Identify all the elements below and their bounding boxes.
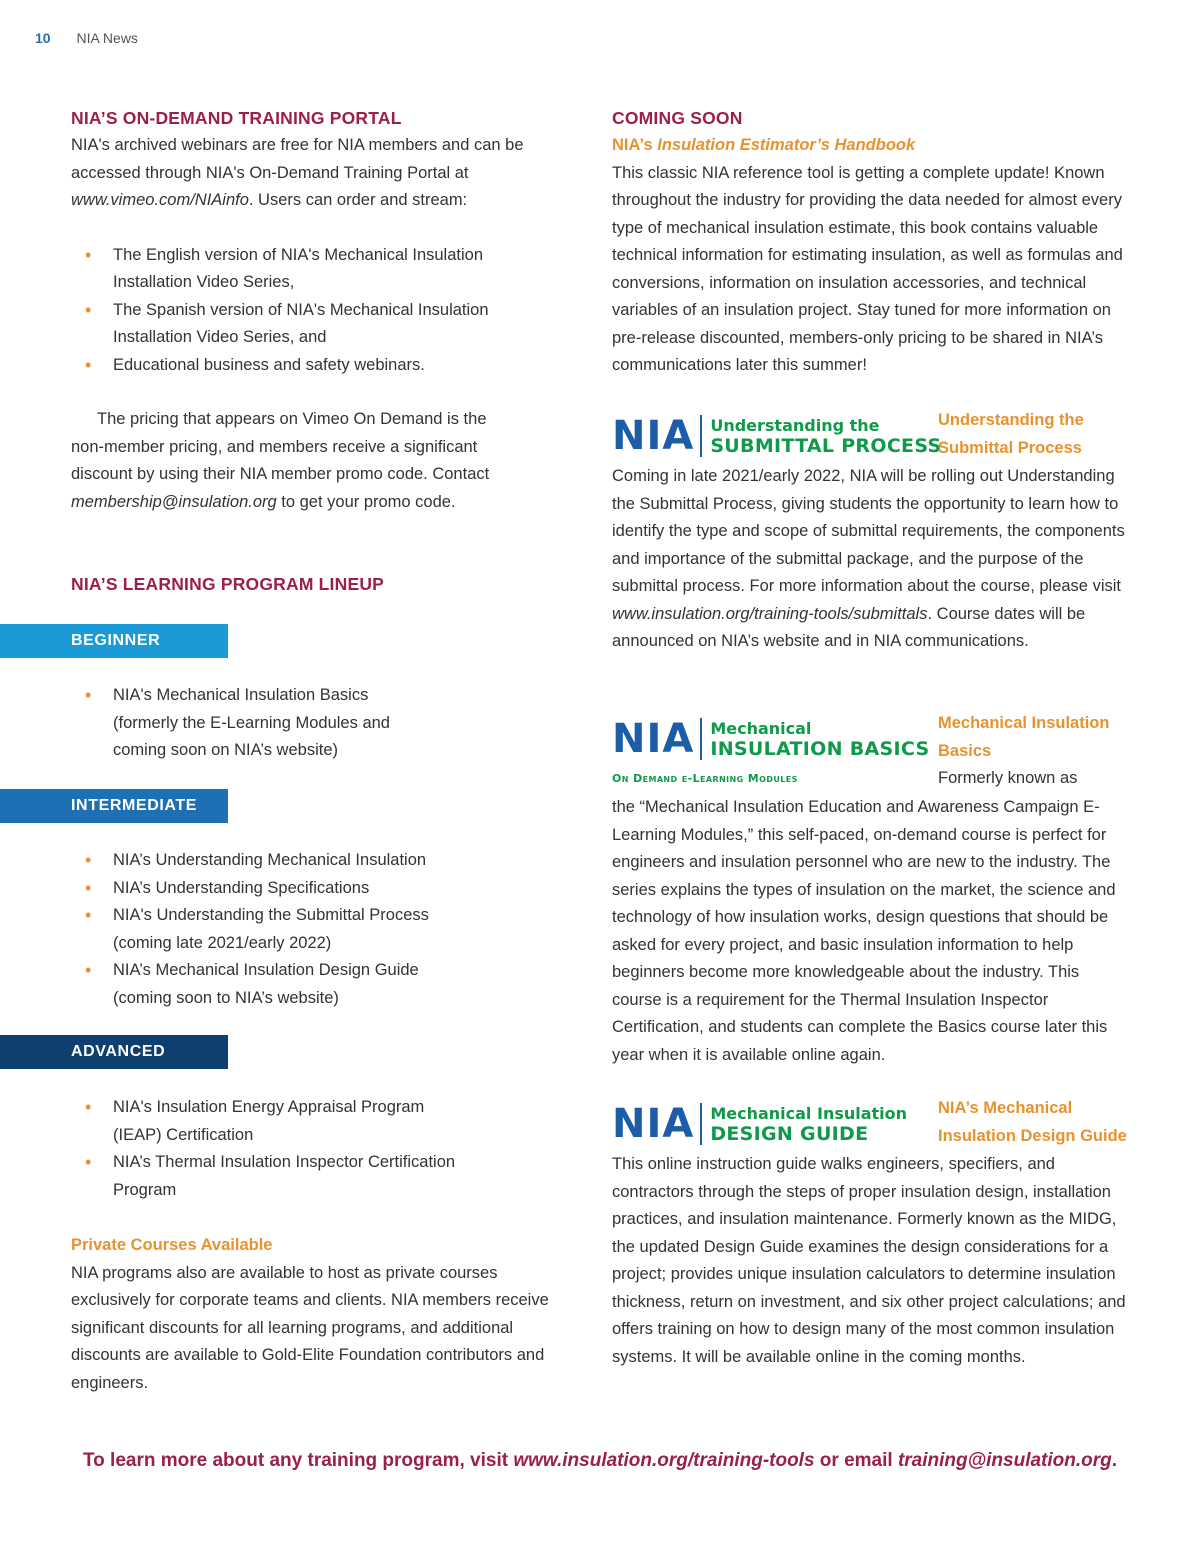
- submittal-logo-big: SUBMITTAL PROCESS: [710, 435, 942, 457]
- basics-body: the “Mechanical Insulation Education and Awareness Campaign E-Learning Modules,” this self-paced, on-demand course is perfect for engineers and insulation personnel who are new to the industry. The series explains the types of insulation on the market, the science and technology of how insulation works, design questions that should be asked for every project, and basic insulation information to help beginners become more knowledgeable about the industry. This course is a requirement for the Thermal Insulation Inspector Certification, and students can complete the Basics course later this year when it is available online again.: [612, 798, 1116, 1064]
- submittal-side-title: Understanding the Submittal Process: [938, 411, 1084, 457]
- page-header: [35, 30, 138, 52]
- design-logo-big: DESIGN GUIDE: [710, 1123, 869, 1145]
- handbook-subtitle-prefix: NIA’s: [612, 136, 658, 154]
- design-logo: [612, 1103, 907, 1145]
- coming-soon-title: COMING SOON: [612, 108, 743, 128]
- submittal-logo-row: [612, 407, 1132, 463]
- list-item: • NIA's Mechanical Insulation Basics (formerly the E-Learning Modules and coming soon on NIA’s website): [71, 682, 411, 765]
- portal-intro-text: NIA's archived webinars are free for NIA members and can be accessed through NIA's On-Demand Training Portal at: [71, 136, 524, 182]
- list-item: • The English version of NIA's Mechanical Insulation Installation Video Series,: [71, 242, 511, 297]
- basics-side-title: [938, 710, 1138, 793]
- handbook-body: This classic NIA reference tool is getting a complete update! Known throughout the industry for providing the data needed for almost every type of mechanical insulation estimate, this book contains valuable technical information for estimating insulation, as well as formulas and conversions, information on insulation accessories, and technical variables of an insulation project. Stay tuned for more information on pre-release discounted, members-only pricing to be shared in NIA’s communications later this summer!: [612, 163, 1123, 374]
- logo-divider: [700, 415, 702, 457]
- basics-logo-small: Mechanical: [710, 719, 812, 738]
- list-item: • NIA’s Understanding Mechanical Insulation: [71, 847, 471, 875]
- basics-side-lead: Formerly known as: [938, 769, 1078, 787]
- private-courses-title: Private Courses Available: [71, 1236, 273, 1254]
- list-item: • NIA's Understanding the Submittal Process (coming late 2021/early 2022): [71, 902, 471, 957]
- design-side-title: NIA’s Mechanical Insulation Design Guide: [938, 1099, 1127, 1145]
- portal-title: NIA’S ON-DEMAND TRAINING PORTAL: [71, 108, 402, 128]
- lineup-title: NIA’S LEARNING PROGRAM LINEUP: [71, 574, 385, 594]
- membership-email-link[interactable]: membership@insulation.org: [71, 492, 277, 511]
- nia-logo-text: NIA: [612, 413, 695, 459]
- beginner-list: [71, 682, 411, 765]
- submittals-link[interactable]: www.insulation.org/training-tools/submittals: [612, 604, 928, 623]
- list-item: • NIA’s Thermal Insulation Inspector Certification Program: [71, 1149, 471, 1204]
- submittal-section: [612, 407, 1132, 656]
- basics-section: [612, 710, 1132, 1069]
- beginner-bar: BEGINNER: [0, 624, 228, 658]
- pricing-text: The pricing that appears on Vimeo On Demand is the non-member pricing, and members receive a significant discount by using their NIA member promo code. Contact: [71, 410, 490, 483]
- portal-intro: [71, 132, 571, 215]
- private-courses-body: NIA programs also are available to host as private courses exclusively for corporate teams and clients. NIA members receive significant discounts for all learning programs, and additional discounts are available to Gold-Elite Foundation contributors and engineers.: [71, 1263, 549, 1392]
- page-number: 10: [35, 30, 51, 46]
- training-tools-link[interactable]: www.insulation.org/training-tools: [513, 1450, 815, 1471]
- design-guide-body: This online instruction guide walks engineers, specifiers, and contractors through the steps of proper insulation design, installation practices, and insulation maintenance. Formerly known as the MIDG, the updated Design Guide examines the design considerations for a project; provides unique insulation calculators to determine insulation thickness, return on investment, and six other project calculations; and offers training on how to design many of the most common insulation systems. It will be available online in the coming months.: [612, 1155, 1126, 1366]
- submittal-logo-words: [710, 416, 941, 456]
- list-item: • NIA’s Mechanical Insulation Design Guide (coming soon to NIA’s website): [71, 957, 471, 1012]
- portal-intro-end: . Users can order and stream:: [248, 191, 468, 209]
- footer-cta: [0, 1450, 1200, 1472]
- basics-logo-subtitle: On Demand e-Learning Modules: [612, 772, 798, 785]
- pricing-paragraph: [71, 406, 521, 516]
- nia-logo-text: NIA: [612, 716, 695, 762]
- right-column: [612, 104, 1132, 1366]
- intermediate-list: [71, 847, 471, 1012]
- private-courses-section: [71, 1232, 571, 1397]
- nia-logo-text: NIA: [612, 1101, 695, 1147]
- list-item: • NIA’s Understanding Specifications: [71, 875, 471, 903]
- design-logo-row: [612, 1095, 1132, 1151]
- basics-side-title-text: Mechanical Insulation Basics: [938, 714, 1110, 760]
- list-item: • The Spanish version of NIA's Mechanical Insulation Installation Video Series, and: [71, 297, 511, 352]
- design-guide-section: [612, 1095, 1132, 1371]
- intermediate-bar: INTERMEDIATE: [0, 789, 228, 823]
- handbook-subtitle-italic: Insulation Estimator’s Handbook: [657, 136, 916, 154]
- submittal-body-end: . Course dates will be announced on NIA’s website and in NIA communications.: [612, 604, 1086, 650]
- basics-logo: [612, 718, 929, 760]
- logo-divider: [700, 718, 702, 760]
- portal-bullets: [71, 242, 511, 380]
- submittal-body: [612, 463, 1132, 656]
- pricing-text-end: to get your promo code.: [276, 492, 456, 511]
- footer-middle: or email: [814, 1450, 898, 1471]
- submittal-body-text: Coming in late 2021/early 2022, NIA will be rolling out Understanding the Submittal Process, giving students the opportunity to learn how to identify the type and scope of submittal requirements, the components and importance of the submittal package, and the purpose of the submittal process. For more information about the course, please visit: [612, 467, 1125, 595]
- footer-suffix: .: [1111, 1450, 1118, 1471]
- training-email-link[interactable]: training@insulation.org: [897, 1450, 1112, 1471]
- list-item: • NIA's Insulation Energy Appraisal Program (IEAP) Certification: [71, 1094, 471, 1149]
- publication-name: NIA News: [76, 30, 138, 46]
- basics-logo-row: [612, 710, 1132, 794]
- advanced-list: [71, 1094, 471, 1204]
- submittal-logo: [612, 415, 941, 457]
- submittal-logo-small: Understanding the: [710, 416, 880, 435]
- advanced-bar: ADVANCED: [0, 1035, 228, 1069]
- footer-prefix: To learn more about any training program, visit: [82, 1450, 514, 1471]
- design-logo-small: Mechanical Insulation: [710, 1104, 908, 1123]
- basics-logo-words: [710, 719, 929, 759]
- vimeo-link[interactable]: www.vimeo.com/NIAinfo: [71, 191, 249, 209]
- basics-logo-big: INSULATION BASICS: [710, 738, 930, 760]
- handbook-subtitle: [612, 132, 1132, 160]
- list-item: • Educational business and safety webinars.: [71, 352, 511, 380]
- design-logo-words: [710, 1104, 907, 1144]
- logo-divider: [700, 1103, 702, 1145]
